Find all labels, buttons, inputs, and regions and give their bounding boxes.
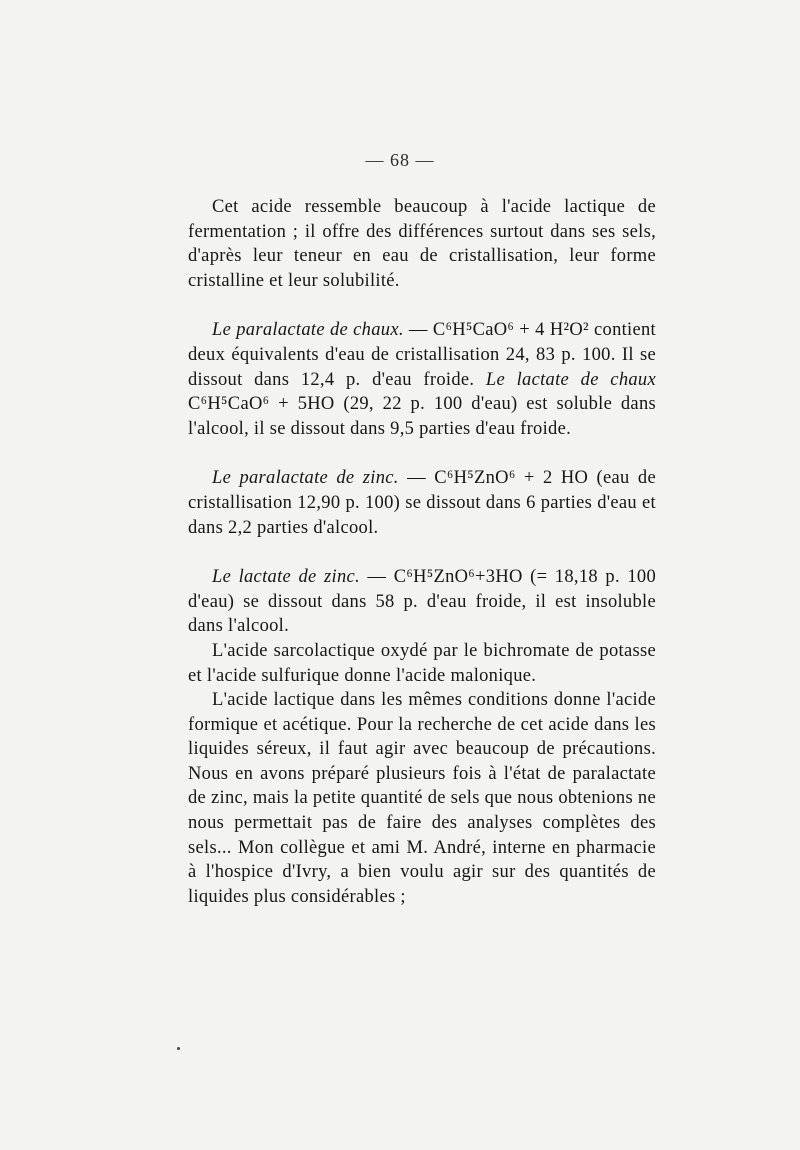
paragraph-lactate-zinc: [188, 565, 656, 639]
paragraph-intro: [188, 195, 656, 293]
lactate-zinc-text: — C⁶H⁵ZnO⁶+3HO (= 18,18 p. 100 d'eau) se dissout dans 58 p. d'eau froide, il est insoluble dans l'alcool.: [188, 567, 656, 637]
sarcolactique-text: L'acide sarcolactique oxydé par le bichromate de potasse et l'acide sulfurique donne l'acide malonique.: [188, 640, 656, 686]
paragraph-paralactate-chaux: [188, 318, 656, 441]
paragraph-acide-lactique: [188, 688, 656, 909]
paragraph-paralactate-zinc: [188, 466, 656, 540]
lactate-chaux-text: C⁶H⁵CaO⁶ + 5HO (29, 22 p. 100 d'eau) est soluble dans l'alcool, il se dissout dans 9,5 parties d'eau froide.: [188, 394, 656, 439]
paragraph-sarcolactique: [188, 639, 656, 688]
paralactate-zinc-text: — C⁶H⁵ZnO⁶ + 2 HO (eau de cristallisation 12,90 p. 100) se dissout dans 6 parties d'eau et dans 2,2 parties d'alcool.: [188, 468, 656, 538]
acide-lactique-text: L'acide lactique dans les mêmes conditions donne l'acide formique et acétique. Pour la recherche de cet acide dans les liquides séreux, il faut agir avec beaucoup de précautions. Nous en avons préparé plusieurs fois à l'état de paralactate de zinc, mais la petite quantité de sels que nous obtenions ne nous permettait pas de faire des analyses complètes des sels... Mon collègue et ami M. André, interne en pharmacie à l'hospice d'Ivry, a bien voulu agir sur des quantités de liquides plus considérables ;: [188, 690, 656, 907]
lactate-zinc-heading: Le lactate de zinc.: [212, 567, 360, 588]
paper-speck: [177, 1047, 180, 1050]
paragraph-intro-text: Cet acide ressemble beaucoup à l'acide lactique de fermentation ; il offre des différences surtout dans ses sels, d'après leur teneur en eau de cristallisation, leur forme cristalline et leur solubilité.: [188, 197, 656, 291]
body-text: [188, 195, 656, 909]
paralactate-zinc-heading: Le paralactate de zinc.: [212, 468, 399, 489]
page-number: — 68 —: [365, 150, 435, 170]
paralactate-chaux-text: — C⁶H⁵CaO⁶ + 4 H²O² contient deux équivalents d'eau de cristallisation 24, 83 p. 100. Il se dissout dans 12,4 p. d'eau froide.: [188, 320, 656, 390]
paralactate-chaux-heading: Le paralactate de chaux.: [212, 320, 404, 341]
lactate-chaux-heading: Le lactate de chaux: [485, 369, 656, 390]
